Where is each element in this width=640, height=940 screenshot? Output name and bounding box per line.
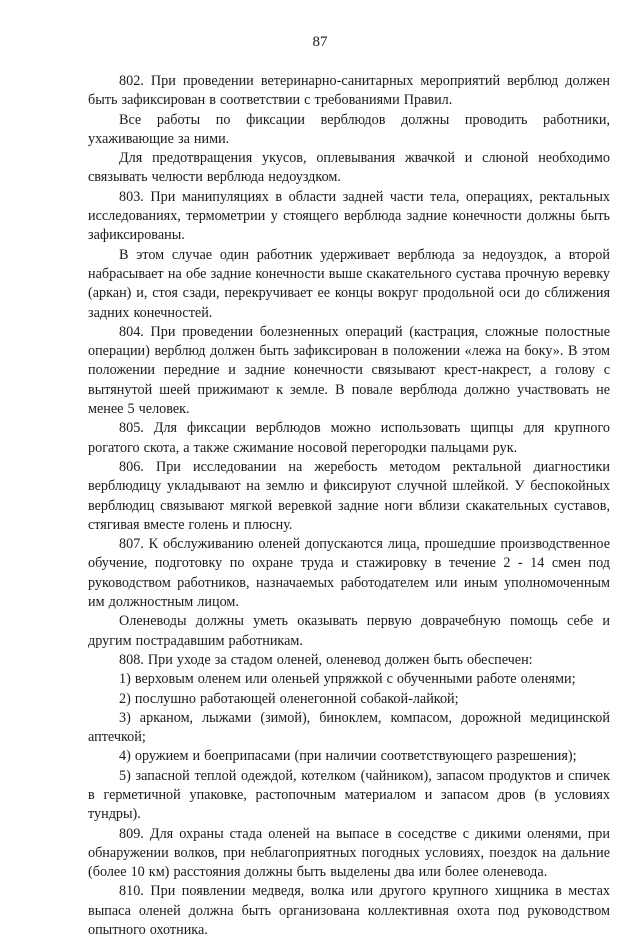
paragraph-805: 805. Для фиксации верблюдов можно использовать щипцы для крупного рогатого скота, а также сжимание носовой перегородки пальцами рук. [88,420,610,456]
list-item-808-4: 4) оружием и боеприпасами (при наличии соответствующего разрешения); [119,748,577,765]
page-number: 87 [312,34,328,50]
paragraph-809: 809. Для охраны стада оленей на выпасе в соседстве с дикими оленями, при обнаружении волков, при неблагоприятных погодных условиях, поездок на дальние (более 10 км) расстояния должны быть выделены два или более оленевода. [88,825,610,881]
list-item-808-5: 5) запасной теплой одеждой, котелком (чайником), запасом продуктов и спичек в герметичной упаковке, растопочным материалом и запасом дров (в условиях тундры). [88,767,610,823]
paragraph-807: 807. К обслуживанию оленей допускаются лица, прошедшие производственное обучение, подготовку по охране труда и стажировку в течение 2 - 14 смен под руководством работников, назначаемых работодателем или иным уполномоченным им должностным лицом. [88,536,610,611]
paragraph-810: 810. При появлении медведя, волка или другого крупного хищника в местах выпаса оленей должна быть организована коллективная охота под руководством опытного охотника. [88,883,610,939]
paragraph-802-workers: Все работы по фиксации верблюдов должны проводить работники, ухаживающие за ними. [88,111,610,147]
paragraph-802: 802. При проведении ветеринарно-санитарных мероприятий верблюд должен быть зафиксирован в соответствии с требованиями Правил. [88,73,610,109]
paragraph-807-first-aid: Оленеводы должны уметь оказывать первую доврачебную помощь себе и другим пострадавшим работникам. [88,613,610,649]
document-body [88,72,610,940]
paragraph-804: 804. При проведении болезненных операций (кастрация, сложные полостные операции) верблюд должен быть зафиксирован в положении «лежа на боку». В этом положении передние и задние конечности связывают крест-накрест, а голову с вытянутой шеей прижимают к земле. В повале верблюда должно участвовать не менее 5 человек. [88,323,610,418]
paragraph-802-bites: Для предотвращения укусов, оплевывания жвачкой и слюной необходимо связывать челюсти верблюда недоуздком. [88,150,610,186]
paragraph-808: 808. При уходе за стадом оленей, оленевод должен быть обеспечен: [119,651,533,668]
paragraph-806: 806. При исследовании на жеребость методом ректальной диагностики верблюдицу укладывают на землю и фиксируют случной шлейкой. У беспокойных верблюдиц связывают мягкой веревкой задние ноги вблизи скакательных суставов, стягивая вместе голень и плюсну. [88,458,610,533]
list-item-808-2: 2) послушно работающей оленегонной собакой-лайкой; [119,690,459,707]
list-item-808-1: 1) верховым оленем или оленьей упряжкой с обученными работе оленями; [119,671,576,688]
paragraph-803-procedure: В этом случае один работник удерживает верблюда за недоуздок, а второй набрасывает на обе задние конечности выше скакательного сустава прочную веревку (аркан) и, стоя сзади, перекручивает ее концы вокруг продольной оси до сближения задних конечностей. [88,246,610,321]
list-item-808-3: 3) арканом, лыжами (зимой), биноклем, компасом, дорожной медицинской аптечкой; [88,709,610,746]
paragraph-803: 803. При манипуляциях в области задней части тела, операциях, ректальных исследованиях, термометрии у стоящего верблюда задние конечности должны быть зафиксированы. [88,188,610,244]
